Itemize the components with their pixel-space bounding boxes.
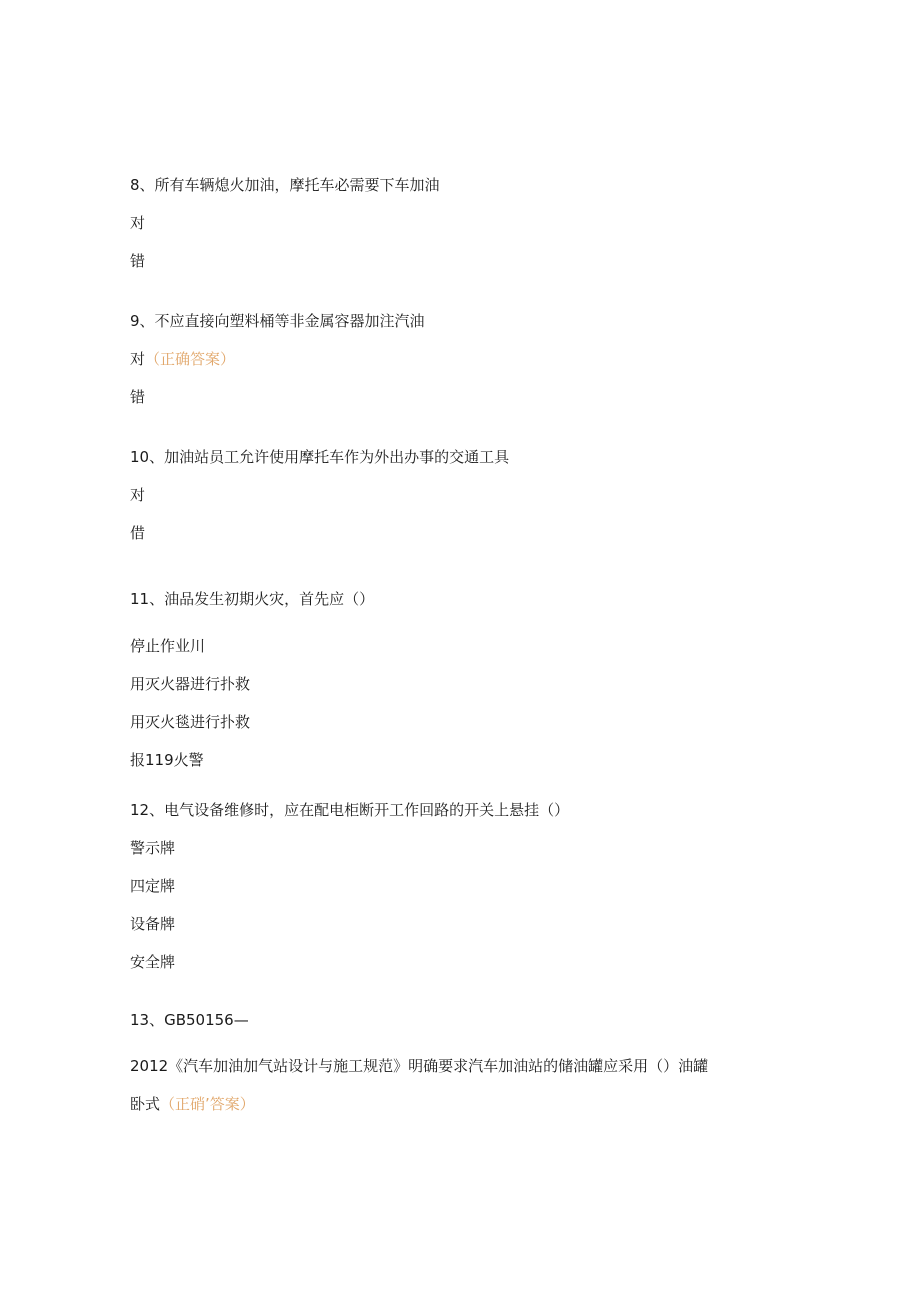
- correct-answer-note: （正确答案）: [145, 350, 236, 368]
- question-10-option-2: 借: [130, 524, 146, 542]
- question-11-option-3: 用灭火毯进行扑救: [130, 713, 251, 731]
- question-12-title: 12、电气设备维修时，应在配电柜断开工作回路的开关上悬挂（）: [130, 801, 570, 819]
- question-9-option-2: 错: [130, 388, 146, 406]
- question-9-title: 9、不应直接向塑料桶等非金属容器加注汽油: [130, 312, 425, 330]
- question-8-option-2: 错: [130, 252, 146, 270]
- question-11-option-4: 报119火警: [130, 751, 204, 769]
- question-12-option-3: 设备牌: [130, 915, 176, 933]
- question-13-title: 13、GB50156—: [130, 1011, 249, 1029]
- question-11-option-2: 用灭火器进行扑救: [130, 675, 251, 693]
- question-12-option-4: 安全牌: [130, 953, 176, 971]
- question-9-option-1: 对（正确答案）: [130, 350, 236, 368]
- question-10-title: 10、加油站员工允许使用摩托车作为外出办事的交通工具: [130, 448, 510, 466]
- question-8-option-1: 对: [130, 214, 146, 232]
- question-10-option-1: 对: [130, 486, 146, 504]
- correct-answer-note: （正硝’答案）: [160, 1095, 255, 1113]
- question-13-option-1: 卧式（正硝’答案）: [130, 1095, 255, 1113]
- question-12-option-1: 警示牌: [130, 839, 176, 857]
- question-12-option-2: 四定牌: [130, 877, 176, 895]
- question-13-title-continued: 2012《汽车加油加气站设计与施工规范》明确要求汽车加油站的储油罐应采用（）油罐: [130, 1057, 709, 1075]
- question-11-title: 11、油品发生初期火灾，首先应（）: [130, 590, 375, 608]
- question-11-option-1: 停止作业川: [130, 637, 206, 655]
- question-8-title: 8、所有车辆熄火加油，摩托车必需要下车加油: [130, 176, 440, 194]
